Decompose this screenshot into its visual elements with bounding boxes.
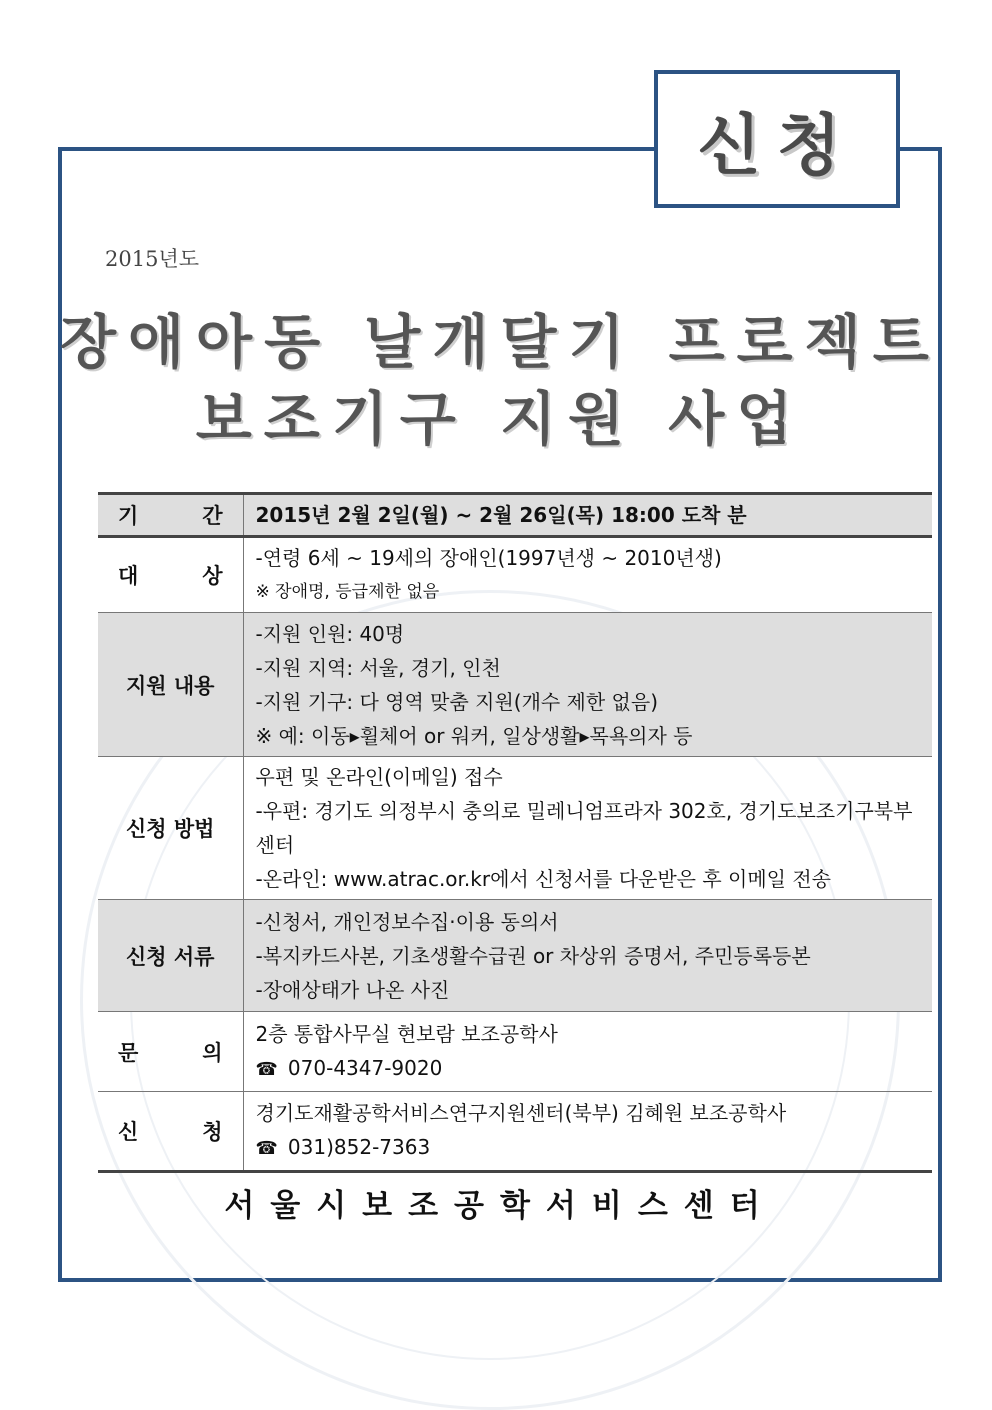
support-line: -지원 인원: 40명 — [255, 621, 405, 646]
title-line-1: 장애아동 날개달기 프로젝트 — [60, 308, 941, 376]
method-line: -우편: 경기도 의정부시 충의로 밀레니엄프라자 302호, 경기도보조기구북부센터 — [255, 799, 913, 857]
badge-text: 신청 — [697, 106, 857, 184]
period-label-b: 간 — [202, 504, 223, 528]
row-support — [98, 613, 932, 757]
docs-line: -복지카드사본, 기초생활수급권 or 차상위 증명서, 주민등록등본 — [255, 943, 811, 968]
year-label: 2015년도 — [105, 247, 200, 271]
apply-label-b: 청 — [202, 1120, 223, 1144]
support-line: -지원 기구: 다 영역 맞춤 지원(개수 제한 없음) — [255, 689, 659, 714]
target-note: ※ 장애명, 등급제한 없음 — [255, 582, 440, 602]
docs-label — [98, 900, 243, 1012]
period-label — [98, 494, 243, 537]
apply-badge — [654, 70, 900, 208]
support-line: ※ 예: 이동▸휠체어 or 워커, 일상생활▸목욕의자 등 — [255, 723, 693, 748]
apply-phone — [256, 1130, 921, 1166]
apply-line: 경기도재활공학서비스연구지원센터(북부) 김혜원 보조공학사 — [255, 1101, 787, 1125]
info-table — [98, 492, 932, 1173]
support-label-text: 지원 내용 — [126, 673, 215, 698]
row-apply — [98, 1092, 932, 1172]
method-label-text: 신청 방법 — [126, 817, 215, 841]
title-line-2: 보조기구 지원 사업 — [195, 385, 805, 453]
docs-label-text: 신청 서류 — [126, 944, 215, 969]
docs-line: -신청서, 개인정보수집·이용 동의서 — [255, 909, 559, 934]
apply-phone-number: 031)852-7363 — [287, 1135, 431, 1159]
target-value — [243, 537, 932, 613]
row-docs — [98, 900, 932, 1012]
row-method — [98, 757, 932, 900]
period-value: 2015년 2월 2일(월) ~ 2월 26일(목) 18:00 도착 분 — [243, 494, 932, 537]
method-line: 우편 및 온라인(이메일) 접수 — [255, 765, 503, 789]
method-value — [243, 757, 932, 900]
target-label-a: 대 — [118, 564, 139, 588]
support-line: -지원 지역: 서울, 경기, 인천 — [255, 655, 501, 680]
period-label-a: 기 — [118, 504, 139, 528]
apply-label-a: 신 — [118, 1120, 139, 1144]
inquiry-label — [98, 1012, 243, 1092]
method-line: -온라인: www.atrac.or.kr에서 신청서를 다운받은 후 이메일 전송 — [255, 867, 831, 891]
inquiry-label-a: 문 — [118, 1040, 139, 1065]
target-label-b: 상 — [202, 564, 223, 588]
support-label — [98, 613, 243, 757]
phone-icon: ☎ — [255, 1058, 278, 1080]
target-label — [98, 537, 243, 613]
row-target — [98, 537, 932, 613]
inquiry-label-b: 의 — [202, 1040, 223, 1065]
footer-org-name: 서울시보조공학서비스센터 — [224, 1188, 776, 1224]
inquiry-line: 2층 통합사무실 현보람 보조공학사 — [255, 1021, 558, 1046]
target-line: -연령 6세 ~ 19세의 장애인(1997년생 ~ 2010년생) — [255, 546, 722, 570]
support-value — [243, 613, 932, 757]
method-label — [98, 757, 243, 900]
apply-label — [98, 1092, 243, 1172]
docs-line: -장애상태가 나온 사진 — [255, 977, 450, 1002]
phone-icon: ☎ — [255, 1138, 278, 1159]
apply-value — [243, 1092, 932, 1172]
inquiry-phone — [256, 1051, 921, 1087]
row-period — [98, 494, 932, 537]
inquiry-value — [243, 1012, 932, 1092]
inquiry-phone-number: 070-4347-9020 — [287, 1055, 443, 1080]
row-inquiry — [98, 1012, 932, 1092]
docs-value — [243, 900, 932, 1012]
